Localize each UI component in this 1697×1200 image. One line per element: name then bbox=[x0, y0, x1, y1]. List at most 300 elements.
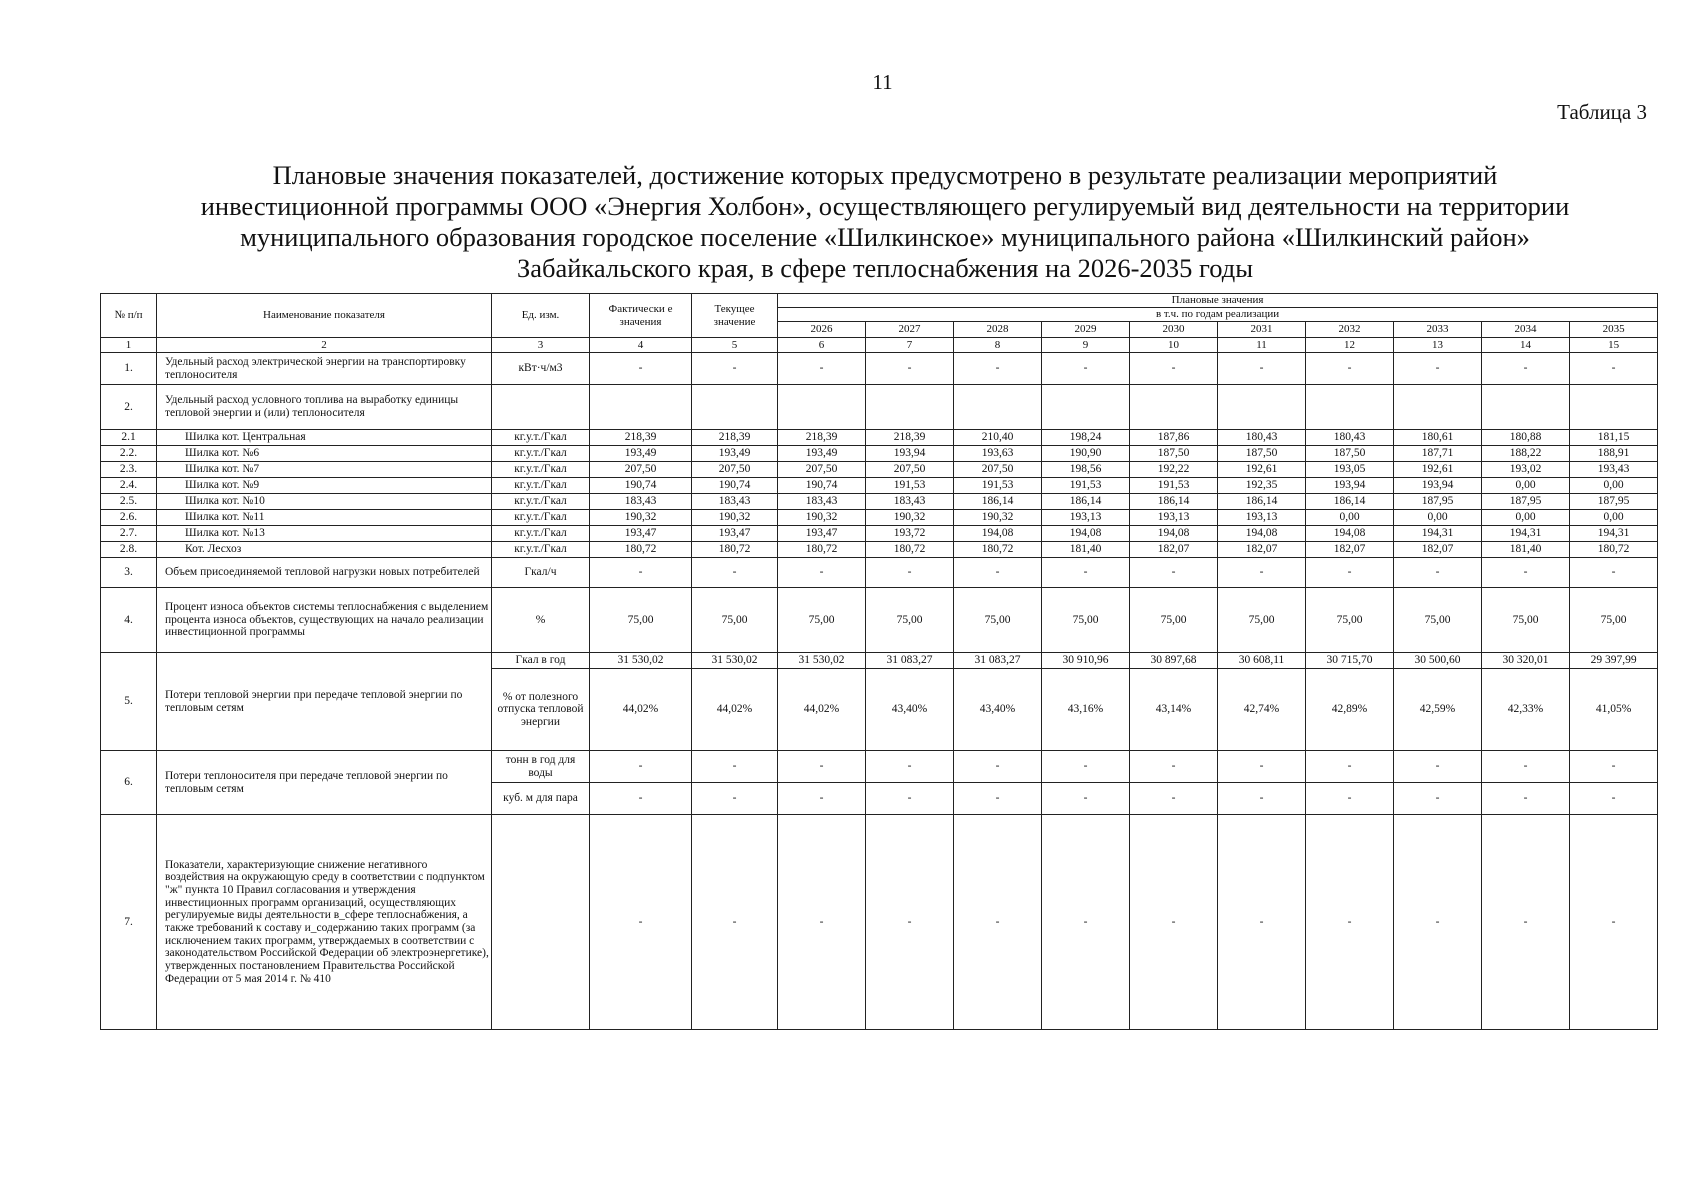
column-number: 10 bbox=[1130, 338, 1218, 353]
row-number: 2.1 bbox=[101, 430, 157, 446]
year-cell: 2031 bbox=[1218, 322, 1306, 338]
title-line: инвестиционной программы ООО «Энергия Холбон», осуществляющего регулируемый вид деятельности на территории bbox=[200, 191, 1570, 221]
value-cell: - bbox=[1130, 815, 1218, 1030]
value-cell: - bbox=[778, 783, 866, 815]
value-cell: - bbox=[1306, 558, 1394, 588]
boiler-name: Шилка кот. №11 bbox=[157, 510, 492, 526]
column-number: 14 bbox=[1482, 338, 1570, 353]
value-cell: 190,32 bbox=[778, 510, 866, 526]
value-cell: - bbox=[778, 815, 866, 1030]
value-cell: - bbox=[866, 558, 954, 588]
value-cell: 193,49 bbox=[778, 446, 866, 462]
value-cell: 188,91 bbox=[1570, 446, 1658, 462]
value-cell: - bbox=[1570, 751, 1658, 783]
row-number: 5. bbox=[101, 653, 157, 751]
value-cell: - bbox=[954, 751, 1042, 783]
row-number: 2.2. bbox=[101, 446, 157, 462]
value-cell: 75,00 bbox=[590, 588, 692, 653]
value-cell: - bbox=[590, 783, 692, 815]
value-cell: 218,39 bbox=[590, 430, 692, 446]
unit-cell: куб. м для пара bbox=[492, 783, 590, 815]
table-row bbox=[101, 751, 1658, 783]
value-cell: - bbox=[1570, 815, 1658, 1030]
value-cell: - bbox=[1218, 815, 1306, 1030]
value-cell: 190,32 bbox=[590, 510, 692, 526]
value-cell: 29 397,99 bbox=[1570, 653, 1658, 669]
empty-cell bbox=[492, 385, 590, 430]
value-cell: 180,43 bbox=[1218, 430, 1306, 446]
value-cell: - bbox=[1042, 558, 1130, 588]
value-cell: 75,00 bbox=[1482, 588, 1570, 653]
unit-cell: кг.у.т./Гкал bbox=[492, 526, 590, 542]
value-cell: - bbox=[866, 751, 954, 783]
column-number: 1 bbox=[101, 338, 157, 353]
empty-cell bbox=[692, 385, 778, 430]
empty-cell bbox=[778, 385, 866, 430]
value-cell: 75,00 bbox=[692, 588, 778, 653]
value-cell: 190,32 bbox=[954, 510, 1042, 526]
value-cell: 218,39 bbox=[866, 430, 954, 446]
value-cell: 193,13 bbox=[1130, 510, 1218, 526]
value-cell: 0,00 bbox=[1482, 478, 1570, 494]
header-num: № п/п bbox=[101, 294, 157, 338]
value-cell: - bbox=[1130, 783, 1218, 815]
value-cell: 187,95 bbox=[1570, 494, 1658, 510]
value-cell: 190,74 bbox=[590, 478, 692, 494]
value-cell: 44,02% bbox=[692, 669, 778, 751]
value-cell: 190,74 bbox=[778, 478, 866, 494]
column-number: 13 bbox=[1394, 338, 1482, 353]
value-cell: - bbox=[590, 815, 692, 1030]
value-cell: 187,50 bbox=[1218, 446, 1306, 462]
year-cell: 2027 bbox=[866, 322, 954, 338]
value-cell: 207,50 bbox=[954, 462, 1042, 478]
value-cell: - bbox=[1306, 783, 1394, 815]
value-cell: 193,49 bbox=[692, 446, 778, 462]
value-cell: - bbox=[1130, 751, 1218, 783]
header-current: Текущее значение bbox=[692, 294, 778, 338]
value-cell: 193,47 bbox=[590, 526, 692, 542]
empty-cell bbox=[954, 385, 1042, 430]
unit-cell: Гкал/ч bbox=[492, 558, 590, 588]
value-cell: 75,00 bbox=[778, 588, 866, 653]
value-cell: - bbox=[1042, 815, 1130, 1030]
unit-cell: кг.у.т./Гкал bbox=[492, 478, 590, 494]
value-cell: - bbox=[1218, 353, 1306, 385]
table-row bbox=[101, 815, 1658, 1030]
value-cell: 186,14 bbox=[1218, 494, 1306, 510]
empty-cell bbox=[1394, 385, 1482, 430]
value-cell: 207,50 bbox=[692, 462, 778, 478]
value-cell: 210,40 bbox=[954, 430, 1042, 446]
column-number: 6 bbox=[778, 338, 866, 353]
value-cell: - bbox=[590, 353, 692, 385]
value-cell: 31 530,02 bbox=[692, 653, 778, 669]
value-cell: 42,59% bbox=[1394, 669, 1482, 751]
unit-cell: % bbox=[492, 588, 590, 653]
value-cell: 43,16% bbox=[1042, 669, 1130, 751]
boiler-name: Шилка кот. №9 bbox=[157, 478, 492, 494]
table-row bbox=[101, 542, 1658, 558]
empty-cell bbox=[866, 385, 954, 430]
value-cell: 193,47 bbox=[778, 526, 866, 542]
year-cell: 2030 bbox=[1130, 322, 1218, 338]
value-cell: 0,00 bbox=[1482, 510, 1570, 526]
value-cell: 180,61 bbox=[1394, 430, 1482, 446]
unit-cell bbox=[492, 815, 590, 1030]
empty-cell bbox=[1482, 385, 1570, 430]
value-cell: 182,07 bbox=[1218, 542, 1306, 558]
unit-cell: кг.у.т./Гкал bbox=[492, 494, 590, 510]
boiler-name: Шилка кот. Центральная bbox=[157, 430, 492, 446]
table-row bbox=[101, 588, 1658, 653]
table-row bbox=[101, 526, 1658, 542]
title-line: муниципального образования городское поселение «Шилкинское» муниципального района «Шилкинский район» bbox=[240, 222, 1530, 252]
row-number: 2.4. bbox=[101, 478, 157, 494]
value-cell: 0,00 bbox=[1394, 510, 1482, 526]
value-cell: 180,72 bbox=[590, 542, 692, 558]
column-number: 12 bbox=[1306, 338, 1394, 353]
value-cell: 192,61 bbox=[1218, 462, 1306, 478]
column-number: 2 bbox=[157, 338, 492, 353]
value-cell: 194,08 bbox=[954, 526, 1042, 542]
header-name: Наименование показателя bbox=[157, 294, 492, 338]
value-cell: - bbox=[1570, 558, 1658, 588]
value-cell: - bbox=[1482, 353, 1570, 385]
unit-cell: кг.у.т./Гкал bbox=[492, 542, 590, 558]
value-cell: 193,94 bbox=[1306, 478, 1394, 494]
value-cell: 42,74% bbox=[1218, 669, 1306, 751]
row-number: 2.7. bbox=[101, 526, 157, 542]
value-cell: - bbox=[778, 353, 866, 385]
table-row bbox=[101, 353, 1658, 385]
value-cell: 30 715,70 bbox=[1306, 653, 1394, 669]
value-cell: 191,53 bbox=[1042, 478, 1130, 494]
value-cell: 31 083,27 bbox=[866, 653, 954, 669]
value-cell: - bbox=[954, 783, 1042, 815]
row-number: 1. bbox=[101, 353, 157, 385]
value-cell: - bbox=[1042, 353, 1130, 385]
column-number: 11 bbox=[1218, 338, 1306, 353]
table-row bbox=[101, 430, 1658, 446]
value-cell: 187,95 bbox=[1394, 494, 1482, 510]
value-cell: - bbox=[866, 783, 954, 815]
value-cell: 183,43 bbox=[778, 494, 866, 510]
value-cell: - bbox=[1218, 783, 1306, 815]
value-cell: 180,72 bbox=[778, 542, 866, 558]
value-cell: - bbox=[1482, 751, 1570, 783]
value-cell: - bbox=[1482, 558, 1570, 588]
value-cell: 181,40 bbox=[1482, 542, 1570, 558]
value-cell: - bbox=[1570, 353, 1658, 385]
value-cell: 194,31 bbox=[1570, 526, 1658, 542]
value-cell: 186,14 bbox=[954, 494, 1042, 510]
value-cell: 75,00 bbox=[1394, 588, 1482, 653]
value-cell: - bbox=[1306, 751, 1394, 783]
column-number: 5 bbox=[692, 338, 778, 353]
column-number: 4 bbox=[590, 338, 692, 353]
unit-cell: кг.у.т./Гкал bbox=[492, 510, 590, 526]
value-cell: 31 083,27 bbox=[954, 653, 1042, 669]
unit-cell: кВт·ч/м3 bbox=[492, 353, 590, 385]
value-cell: 0,00 bbox=[1570, 510, 1658, 526]
value-cell: 181,40 bbox=[1042, 542, 1130, 558]
value-cell: 75,00 bbox=[954, 588, 1042, 653]
value-cell: 30 897,68 bbox=[1130, 653, 1218, 669]
value-cell: 193,13 bbox=[1042, 510, 1130, 526]
value-cell: 191,53 bbox=[1130, 478, 1218, 494]
value-cell: 180,72 bbox=[866, 542, 954, 558]
value-cell: 194,08 bbox=[1218, 526, 1306, 542]
year-cell: 2035 bbox=[1570, 322, 1658, 338]
value-cell: 193,63 bbox=[954, 446, 1042, 462]
table-row bbox=[101, 462, 1658, 478]
value-cell: 190,32 bbox=[692, 510, 778, 526]
value-cell: - bbox=[590, 751, 692, 783]
value-cell: - bbox=[866, 353, 954, 385]
value-cell: 42,33% bbox=[1482, 669, 1570, 751]
value-cell: - bbox=[1394, 783, 1482, 815]
value-cell: 187,95 bbox=[1482, 494, 1570, 510]
unit-cell: Гкал в год bbox=[492, 653, 590, 669]
value-cell: 0,00 bbox=[1570, 478, 1658, 494]
value-cell: - bbox=[1130, 353, 1218, 385]
indicator-name: Удельный расход электрической энергии на транспортировку теплоносителя bbox=[157, 353, 492, 385]
value-cell: 0,00 bbox=[1306, 510, 1394, 526]
column-number: 8 bbox=[954, 338, 1042, 353]
value-cell: 187,50 bbox=[1130, 446, 1218, 462]
value-cell: 190,32 bbox=[866, 510, 954, 526]
row-number: 2.6. bbox=[101, 510, 157, 526]
value-cell: - bbox=[1306, 815, 1394, 1030]
column-number: 7 bbox=[866, 338, 954, 353]
table-row bbox=[101, 653, 1658, 669]
row-number: 6. bbox=[101, 751, 157, 815]
value-cell: - bbox=[1482, 815, 1570, 1030]
row-number: 2. bbox=[101, 385, 157, 430]
row-number: 7. bbox=[101, 815, 157, 1030]
value-cell: 180,72 bbox=[692, 542, 778, 558]
value-cell: - bbox=[692, 815, 778, 1030]
value-cell: - bbox=[1306, 353, 1394, 385]
indicator-name: Удельный расход условного топлива на выработку единицы тепловой энергии и (или) теплоносителя bbox=[157, 385, 492, 430]
value-cell: 181,15 bbox=[1570, 430, 1658, 446]
table-row bbox=[101, 510, 1658, 526]
value-cell: - bbox=[1218, 558, 1306, 588]
value-cell: 182,07 bbox=[1130, 542, 1218, 558]
value-cell: 187,71 bbox=[1394, 446, 1482, 462]
value-cell: 187,86 bbox=[1130, 430, 1218, 446]
header-actual: Фактически е значения bbox=[590, 294, 692, 338]
unit-cell: кг.у.т./Гкал bbox=[492, 462, 590, 478]
value-cell: 207,50 bbox=[778, 462, 866, 478]
value-cell: - bbox=[1394, 353, 1482, 385]
value-cell: 187,50 bbox=[1306, 446, 1394, 462]
empty-cell bbox=[590, 385, 692, 430]
indicator-name: Показатели, характеризующие снижение негативного воздействия на окружающую среду в соответствии с подпунктом "ж" пункта 10 Правил согласования и утверждения инвестиционных программ организаций, осуществляющих регулируемые виды деятельности в_сфере теплоснабжения, а также требований к составу и_содержанию таких программ (за исключением таких программ, утверждаемых в соответствии с законодательством Российской Федерации об электроэнергетике), утвержденных постановлением Правительства Российской Федерации от 5 мая 2014 г. № 410 bbox=[157, 815, 492, 1030]
value-cell: - bbox=[1394, 815, 1482, 1030]
unit-cell: тонн в год для воды bbox=[492, 751, 590, 783]
value-cell: 44,02% bbox=[590, 669, 692, 751]
value-cell: 43,40% bbox=[954, 669, 1042, 751]
indicator-name: Объем присоединяемой тепловой нагрузки новых потребителей bbox=[157, 558, 492, 588]
table-row bbox=[101, 478, 1658, 494]
boiler-name: Шилка кот. №7 bbox=[157, 462, 492, 478]
value-cell: 193,43 bbox=[1570, 462, 1658, 478]
value-cell: 42,89% bbox=[1306, 669, 1394, 751]
year-cell: 2034 bbox=[1482, 322, 1570, 338]
value-cell: 31 530,02 bbox=[590, 653, 692, 669]
value-cell: 207,50 bbox=[866, 462, 954, 478]
title-line: Плановые значения показателей, достижение которых предусмотрено в результате реализации мероприятий bbox=[272, 160, 1498, 190]
value-cell: - bbox=[778, 558, 866, 588]
value-cell: - bbox=[778, 751, 866, 783]
row-number: 4. bbox=[101, 588, 157, 653]
table-row bbox=[101, 558, 1658, 588]
value-cell: 183,43 bbox=[866, 494, 954, 510]
header-planned: Плановые значения bbox=[778, 294, 1658, 308]
empty-cell bbox=[1218, 385, 1306, 430]
value-cell: 75,00 bbox=[1042, 588, 1130, 653]
year-cell: 2028 bbox=[954, 322, 1042, 338]
value-cell: 30 320,01 bbox=[1482, 653, 1570, 669]
value-cell: 198,56 bbox=[1042, 462, 1130, 478]
column-number: 9 bbox=[1042, 338, 1130, 353]
unit-cell: % от полезного отпуска тепловой энергии bbox=[492, 669, 590, 751]
table-label: Таблица 3 bbox=[1557, 100, 1647, 124]
indicator-name: Процент износа объектов системы теплоснабжения с выделением процента износа объектов, существующих на начало реализации инвестиционной программы bbox=[157, 588, 492, 653]
table-row bbox=[101, 385, 1658, 430]
value-cell: 193,47 bbox=[692, 526, 778, 542]
value-cell: 190,74 bbox=[692, 478, 778, 494]
value-cell: 180,88 bbox=[1482, 430, 1570, 446]
year-cell: 2029 bbox=[1042, 322, 1130, 338]
value-cell: 193,05 bbox=[1306, 462, 1394, 478]
value-cell: 186,14 bbox=[1042, 494, 1130, 510]
value-cell: - bbox=[692, 751, 778, 783]
value-cell: - bbox=[954, 815, 1042, 1030]
column-number: 3 bbox=[492, 338, 590, 353]
value-cell: - bbox=[1042, 751, 1130, 783]
value-cell: - bbox=[1482, 783, 1570, 815]
value-cell: 183,43 bbox=[692, 494, 778, 510]
value-cell: - bbox=[954, 558, 1042, 588]
value-cell: - bbox=[692, 558, 778, 588]
value-cell: 180,72 bbox=[954, 542, 1042, 558]
row-number: 2.8. bbox=[101, 542, 157, 558]
value-cell: 75,00 bbox=[1130, 588, 1218, 653]
value-cell: - bbox=[692, 353, 778, 385]
indicator-name: Потери тепловой энергии при передаче тепловой энергии по тепловым сетям bbox=[157, 653, 492, 751]
empty-cell bbox=[1042, 385, 1130, 430]
boiler-name: Шилка кот. №6 bbox=[157, 446, 492, 462]
indicator-name: Потери теплоносителя при передаче тепловой энергии по тепловым сетям bbox=[157, 751, 492, 815]
year-cell: 2033 bbox=[1394, 322, 1482, 338]
value-cell: 192,22 bbox=[1130, 462, 1218, 478]
value-cell: 193,72 bbox=[866, 526, 954, 542]
year-cell: 2032 bbox=[1306, 322, 1394, 338]
value-cell: - bbox=[1042, 783, 1130, 815]
value-cell: 193,49 bbox=[590, 446, 692, 462]
value-cell: 186,14 bbox=[1130, 494, 1218, 510]
value-cell: 188,22 bbox=[1482, 446, 1570, 462]
value-cell: 183,43 bbox=[590, 494, 692, 510]
value-cell: - bbox=[1394, 558, 1482, 588]
year-cell: 2026 bbox=[778, 322, 866, 338]
value-cell: - bbox=[866, 815, 954, 1030]
value-cell: - bbox=[1130, 558, 1218, 588]
value-cell: 192,61 bbox=[1394, 462, 1482, 478]
row-number: 2.3. bbox=[101, 462, 157, 478]
value-cell: - bbox=[954, 353, 1042, 385]
value-cell: 193,13 bbox=[1218, 510, 1306, 526]
value-cell: 30 608,11 bbox=[1218, 653, 1306, 669]
boiler-name: Кот. Лесхоз bbox=[157, 542, 492, 558]
boiler-name: Шилка кот. №10 bbox=[157, 494, 492, 510]
value-cell: - bbox=[692, 783, 778, 815]
table-row bbox=[101, 446, 1658, 462]
empty-cell bbox=[1306, 385, 1394, 430]
table-row bbox=[101, 494, 1658, 510]
value-cell: 44,02% bbox=[778, 669, 866, 751]
value-cell: 75,00 bbox=[1570, 588, 1658, 653]
value-cell: 191,53 bbox=[954, 478, 1042, 494]
value-cell: 218,39 bbox=[778, 430, 866, 446]
title-line: Забайкальского края, в сфере теплоснабжения на 2026-2035 годы bbox=[516, 253, 1254, 283]
value-cell: 193,94 bbox=[1394, 478, 1482, 494]
value-cell: 186,14 bbox=[1306, 494, 1394, 510]
indicators-table bbox=[100, 293, 1658, 1030]
unit-cell: кг.у.т./Гкал bbox=[492, 430, 590, 446]
value-cell: 190,90 bbox=[1042, 446, 1130, 462]
value-cell: 180,72 bbox=[1570, 542, 1658, 558]
value-cell: 194,31 bbox=[1482, 526, 1570, 542]
empty-cell bbox=[1130, 385, 1218, 430]
value-cell: - bbox=[1570, 783, 1658, 815]
value-cell: 191,53 bbox=[866, 478, 954, 494]
value-cell: 30 500,60 bbox=[1394, 653, 1482, 669]
value-cell: 194,31 bbox=[1394, 526, 1482, 542]
value-cell: 30 910,96 bbox=[1042, 653, 1130, 669]
empty-cell bbox=[1570, 385, 1658, 430]
value-cell: - bbox=[1218, 751, 1306, 783]
header-by-years: в т.ч. по годам реализации bbox=[778, 308, 1658, 322]
value-cell: 207,50 bbox=[590, 462, 692, 478]
header-unit: Ед. изм. bbox=[492, 294, 590, 338]
value-cell: 194,08 bbox=[1130, 526, 1218, 542]
value-cell: 193,94 bbox=[866, 446, 954, 462]
value-cell: 193,02 bbox=[1482, 462, 1570, 478]
document-title bbox=[130, 160, 1640, 284]
value-cell: 182,07 bbox=[1394, 542, 1482, 558]
value-cell: 194,08 bbox=[1306, 526, 1394, 542]
value-cell: 198,24 bbox=[1042, 430, 1130, 446]
value-cell: - bbox=[590, 558, 692, 588]
row-number: 2.5. bbox=[101, 494, 157, 510]
value-cell: 75,00 bbox=[866, 588, 954, 653]
value-cell: 43,40% bbox=[866, 669, 954, 751]
row-number: 3. bbox=[101, 558, 157, 588]
value-cell: 31 530,02 bbox=[778, 653, 866, 669]
value-cell: 75,00 bbox=[1306, 588, 1394, 653]
column-number: 15 bbox=[1570, 338, 1658, 353]
value-cell: 194,08 bbox=[1042, 526, 1130, 542]
value-cell: 182,07 bbox=[1306, 542, 1394, 558]
boiler-name: Шилка кот. №13 bbox=[157, 526, 492, 542]
value-cell: - bbox=[1394, 751, 1482, 783]
value-cell: 218,39 bbox=[692, 430, 778, 446]
value-cell: 43,14% bbox=[1130, 669, 1218, 751]
